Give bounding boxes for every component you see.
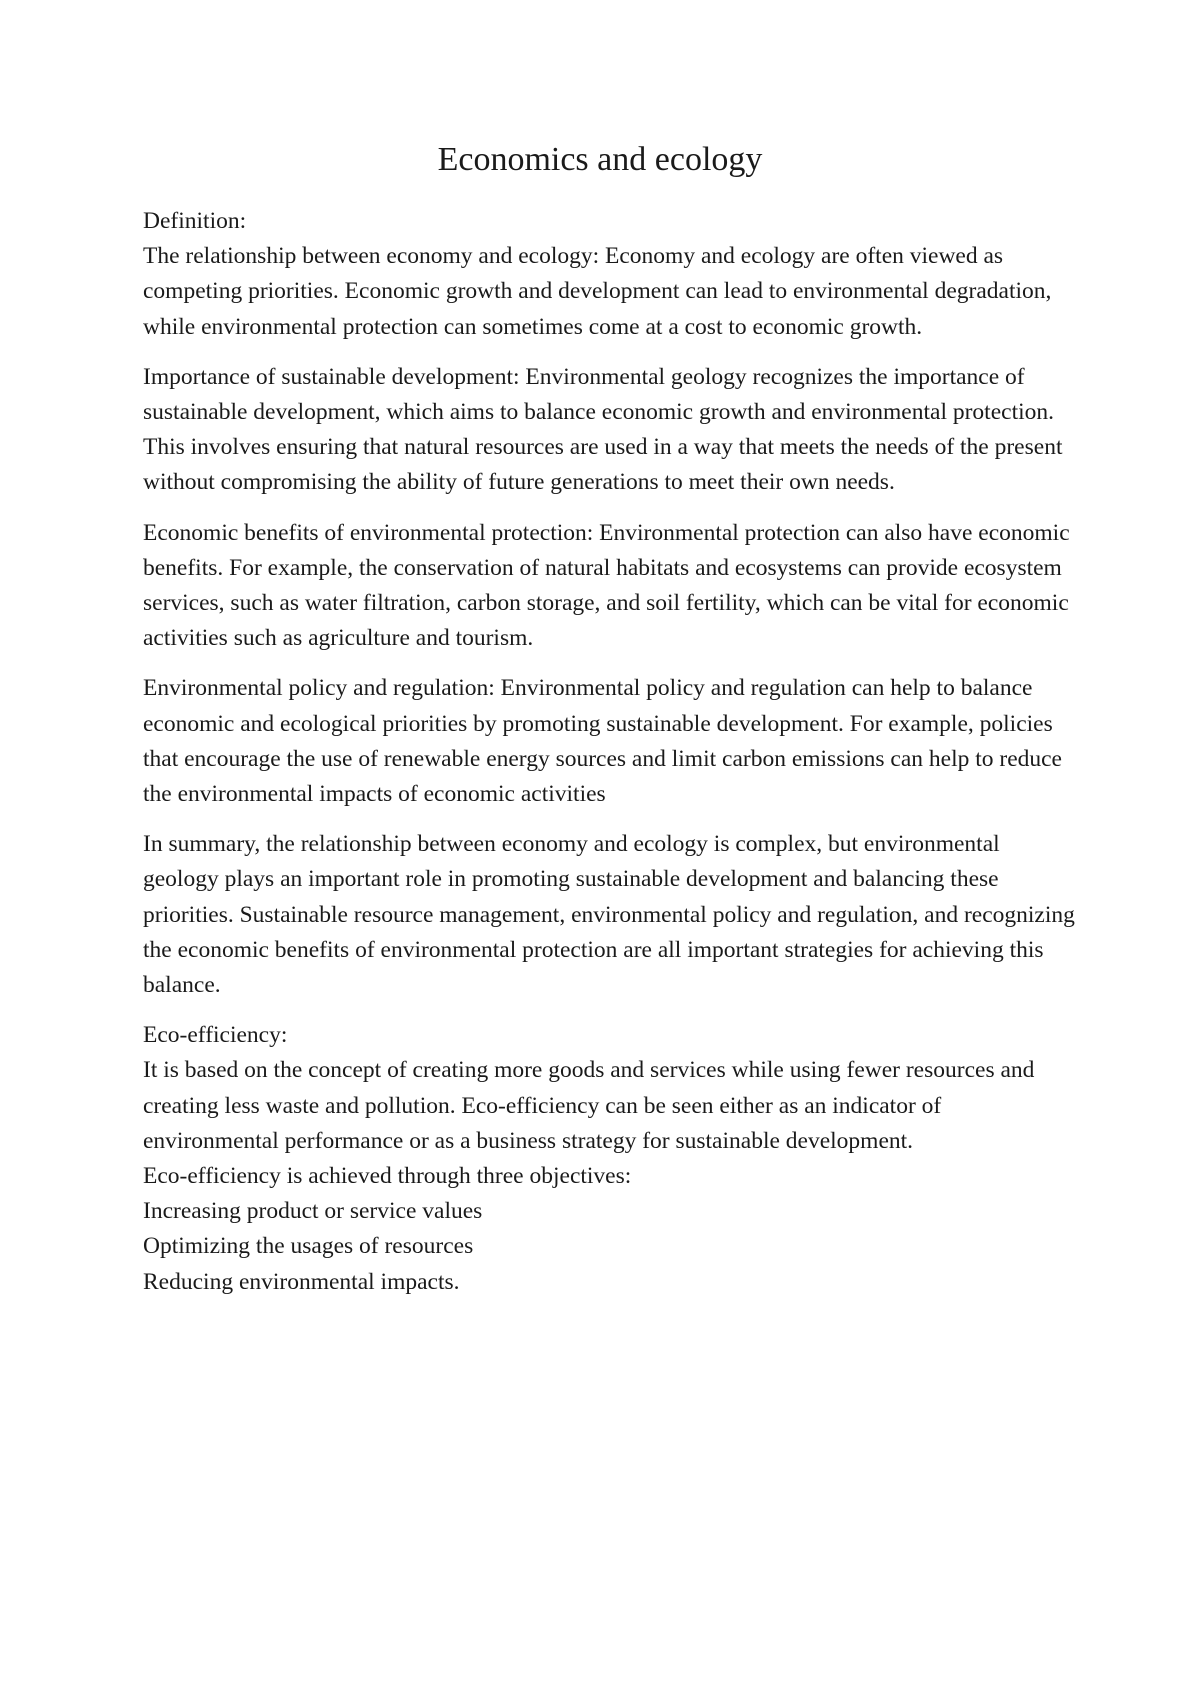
definition-heading: Definition: xyxy=(143,208,247,234)
eco-efficiency-text: It is based on the concept of creating more goods and services while using fewer resources and creating less waste and pollution. Eco-efficiency can be seen either as an indicator of environmental performance or as a business strategy for sustainable development. xyxy=(143,1057,1035,1154)
objective-item: Reducing environmental impacts. xyxy=(143,1268,460,1295)
paragraph-sustainable-development: Importance of sustainable development: Environmental geology recognizes the importance of sustainable development, which aims to balance economic growth and environmental protection. This involves ensuring that natural resources are used in a way that meets the needs of the present without compromising the ability of future generations to meet their own needs. xyxy=(143,363,1063,496)
document-title: Economics and ecology xyxy=(437,141,763,178)
document-body xyxy=(143,204,1078,1315)
definition-section xyxy=(143,204,1078,345)
eco-efficiency-heading: Eco-efficiency: xyxy=(143,1022,288,1049)
objective-item: Increasing product or service values xyxy=(143,1198,483,1225)
objectives-intro: Eco-efficiency is achieved through three objectives: xyxy=(143,1163,632,1190)
objective-item: Optimizing the usages of resources xyxy=(143,1233,474,1260)
paragraph-summary: In summary, the relationship between economy and ecology is complex, but environmental geology plays an important role in promoting sustainable development and balancing these priorities. Sustainable resource management, environmental policy and regulation, and recognizing the economic benefits of environmental protection are all important strategies for achieving this balance. xyxy=(143,831,1075,999)
paragraph-policy-regulation: Environmental policy and regulation: Environmental policy and regulation can help to balance economic and ecological priorities by promoting sustainable development. For example, policies that encourage the use of renewable energy sources and limit carbon emissions can help to reduce the environmental impacts of economic activities xyxy=(143,675,1062,808)
eco-efficiency-section xyxy=(143,1018,1078,1300)
paragraph-economic-benefits: Economic benefits of environmental protection: Environmental protection can also have economic benefits. For example, the conservation of natural habitats and ecosystems can provide ecosystem services, such as water filtration, carbon storage, and soil fertility, which can be vital for economic activities such as agriculture and tourism. xyxy=(143,519,1070,652)
definition-text: The relationship between economy and ecology: Economy and ecology are often viewed as competing priorities. Economic growth and development can lead to environmental degradation, while environmental protection can sometimes come at a cost to economic growth. xyxy=(143,243,1052,340)
